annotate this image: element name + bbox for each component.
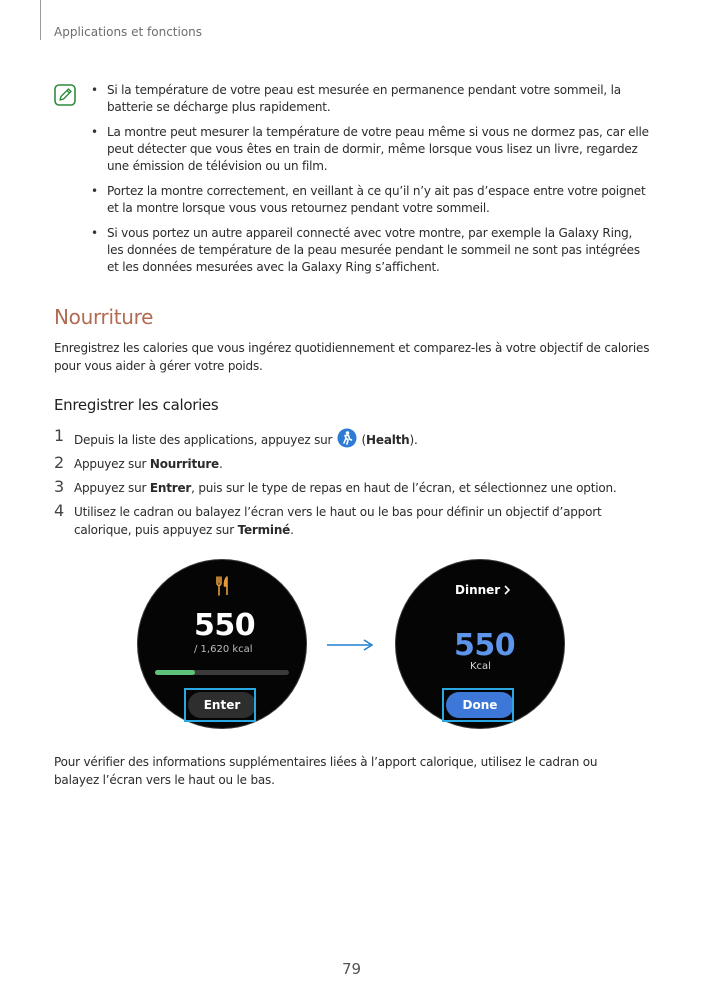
step-item [54,428,654,449]
step-text: ( [357,433,367,447]
step-number: 1 [54,426,64,445]
step-text: Appuyez sur [74,481,150,495]
note-bullet: • La montre peut mesurer la température de votre peau même si vous ne dormez pas, car elle peut détecter que vous êtes en train de dormir, même lorsque vous lisez un livre, regardez une émission de télévision ou un film. [91,124,651,175]
health-app-icon [337,428,357,448]
enter-button-highlight [184,688,256,722]
step-item [54,455,654,473]
calorie-goal-value[interactable]: 550 [454,628,516,663]
step-number: 4 [54,501,64,520]
step-bold-term: Health [366,433,410,447]
note-bullet: • Si vous portez un autre appareil connecté avec votre montre, par exemple la Galaxy Ring, les données de température de la peau mesurée pendant le sommeil ne sont pas intégrées et les données mesurées avec la Galaxy Ring s’affichent. [91,225,651,276]
step-text: . [290,523,294,537]
calorie-progress-fill [155,670,195,675]
calorie-value: 550 [194,608,256,643]
enter-button[interactable]: Enter [188,692,256,718]
footer-text: Pour vérifier des informations supplémentaires liées à l’apport calorique, utilisez le cadran ou balayez l’écran vers le haut ou le bas. [54,755,598,787]
arrow-right-icon [326,638,374,652]
step-number: 2 [54,453,64,472]
done-button[interactable]: Done [446,692,514,718]
meal-selector[interactable] [455,583,511,597]
step-number: 3 [54,477,64,496]
note-pencil-icon [54,84,76,106]
calorie-progress-bar [155,670,289,675]
note-bullet: • Si la température de votre peau est mesurée en permanence pendant votre sommeil, la batterie se décharge plus rapidement. [91,82,651,116]
done-button-highlight [442,688,514,722]
steps-list [54,428,654,545]
step-bold-term: Terminé [237,523,291,537]
fork-knife-icon [215,576,231,596]
step-text: Appuyez sur [74,457,150,471]
step-text: Depuis la liste des applications, appuyez sur [74,433,336,447]
step-text: ). [409,433,418,447]
note-bullet: • Portez la montre correctement, en veillant à ce qu’il n’y ait pas d’espace entre votre poignet et la montre lorsque vous vous retournez pendant votre sommeil. [91,183,651,217]
page-header: Applications et fonctions [54,25,203,39]
page-number: 79 [341,960,362,978]
step-text: . [218,457,223,471]
step-text: Utilisez le cadran ou balayez l’écran vers le haut ou le bas pour définir un objectif d’apport calorique, puis appuyez sur [74,505,602,537]
header-divider [40,0,41,40]
step-item [54,479,654,497]
step-text: , puis sur le type de repas en haut de l’écran, et sélectionnez une option. [191,481,617,495]
step-bold-term: Nourriture [149,457,219,471]
section-intro: Enregistrez les calories que vous ingérez quotidiennement et comparez-les à votre objectif de calories pour vous aider à gérer votre poids. [54,341,650,373]
note-bullet-list [91,82,651,284]
step-bold-term: Entrer [149,481,192,495]
calorie-goal: / 1,620 kcal [194,644,253,655]
subsection-title: Enregistrer les calories [54,396,219,414]
meal-label: Dinner [455,583,501,597]
chevron-right-icon [503,585,511,595]
step-item [54,503,654,539]
calorie-unit: Kcal [470,661,491,672]
section-title: Nourriture [54,305,154,329]
